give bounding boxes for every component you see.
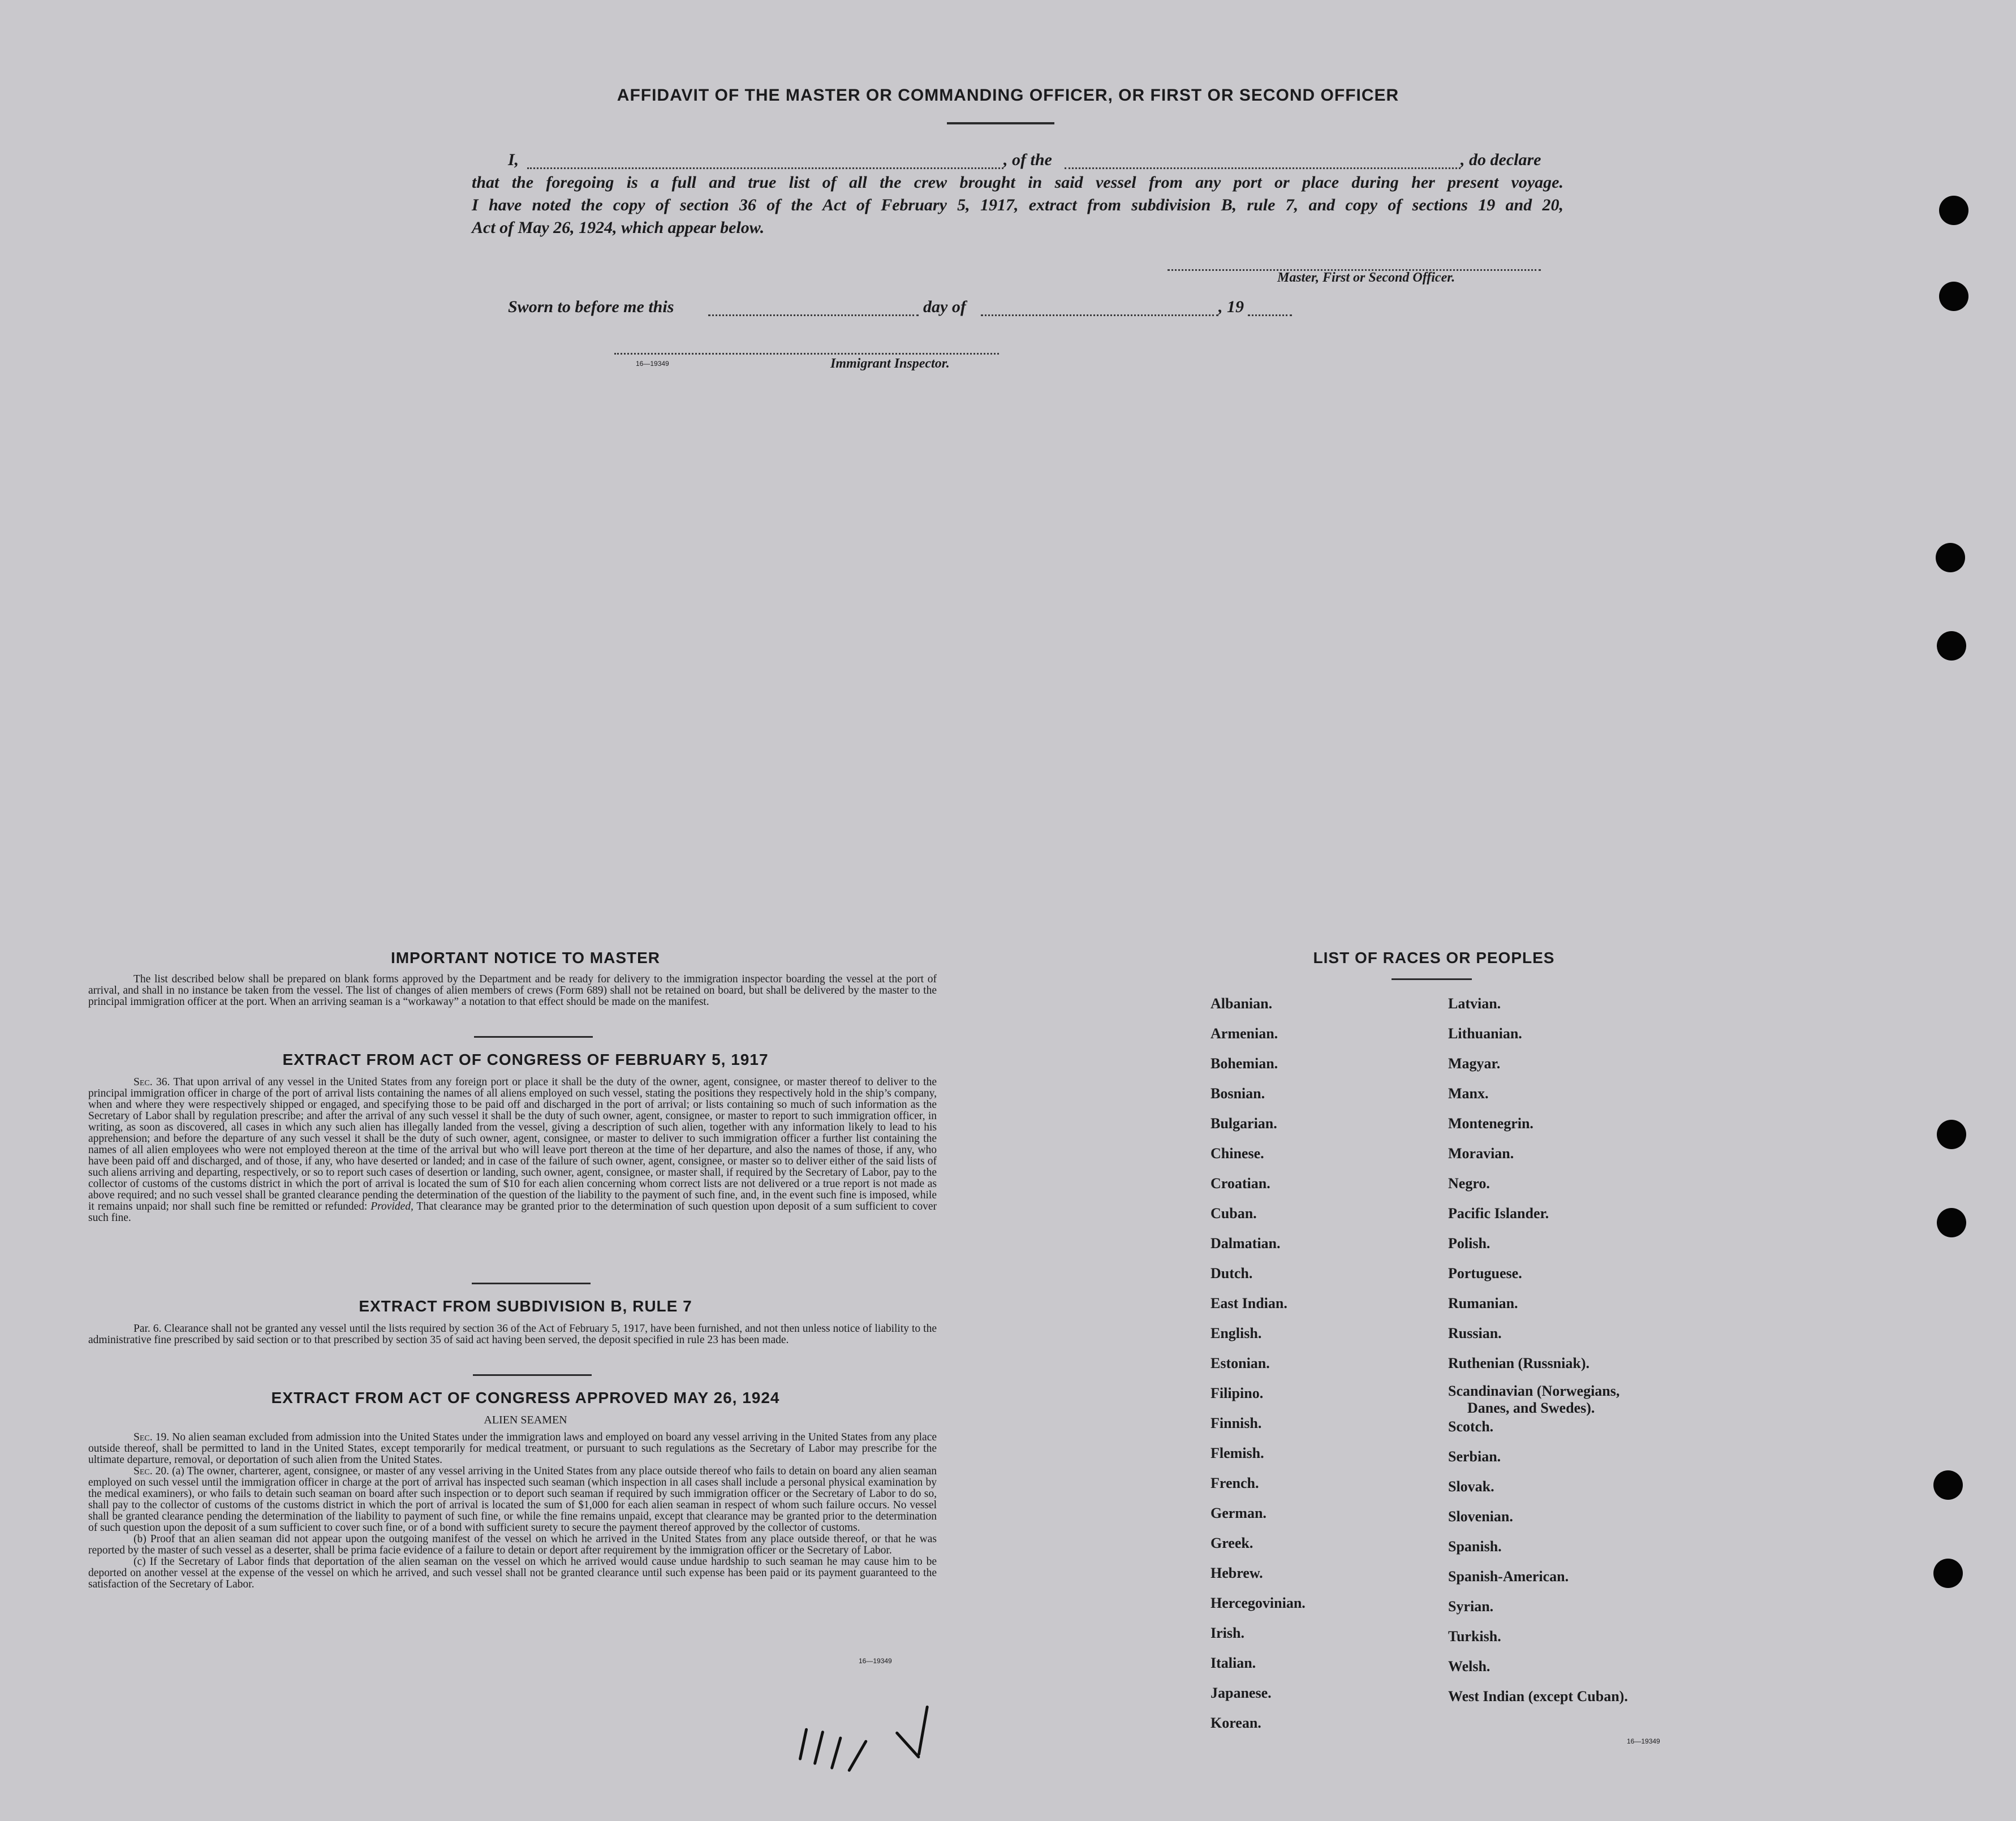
race-item: Pacific Islander. — [1448, 1205, 1549, 1222]
section-label: Sec. 20. — [133, 1465, 170, 1477]
section-36-text-end: That clearance may be granted prior to the determination of such question upon deposit of a sum sufficient to cover such fine. — [88, 1201, 937, 1224]
race-item: Finnish. — [1211, 1415, 1262, 1431]
binder-hole — [1933, 1470, 1963, 1500]
race-item: Estonian. — [1211, 1355, 1270, 1371]
divider — [473, 1374, 592, 1376]
race-item: Montenegrin. — [1448, 1115, 1533, 1132]
race-item: Croatian. — [1211, 1175, 1270, 1192]
sworn-month-field[interactable] — [981, 314, 1218, 316]
race-item: Negro. — [1448, 1175, 1490, 1192]
binder-hole — [1937, 1208, 1966, 1237]
extract-1924-body — [88, 1432, 937, 1590]
race-item: Serbian. — [1448, 1448, 1501, 1465]
extract-1917-title: EXTRACT FROM ACT OF CONGRESS OF FEBRUARY 5, 1917 — [282, 1051, 769, 1068]
race-item: Ruthenian (Russniak). — [1448, 1355, 1589, 1371]
binder-hole — [1937, 631, 1966, 661]
race-item: Scandinavian (Norwegians, — [1448, 1383, 1620, 1399]
inspector-signature-field[interactable] — [614, 353, 999, 355]
notice-title: IMPORTANT NOTICE TO MASTER — [390, 949, 661, 966]
race-item: Cuban. — [1211, 1205, 1257, 1222]
do-declare-label: , do declare — [1461, 150, 1541, 169]
form-number: 16—19349 — [859, 1657, 892, 1665]
master-signature-label: Master, First or Second Officer. — [1277, 270, 1455, 285]
race-item: Bohemian. — [1211, 1055, 1278, 1072]
section-20a-text: (a) The owner, charterer, agent, consignee, or master of any vessel arriving in the United States from any place outside thereof who fails to detain on board any alien seaman employed on such vessel until the immigration officer in charge at the port of arrival has inspected such seaman (which inspection in all cases shall include a personal physical examination by the medical examiners), or who fails to detain such seaman on board after such inspection or to deport such seaman if required by such immigration officer or the Secretary of Labor to do so, shall pay to the collector of customs of the customs district in which the port of arrival is located the sum of $1,000 for each alien seaman in respect of whom such failure occurs. No vessel shall be granted clearance pending the determination of the liability to payment of such fine, or while the fine remains unpaid, except that clearance may be granted prior to the determination of such question upon the deposit of a sum sufficient to cover such fine, or of a bond with sufficient surety to secure the payment thereof approved by the collector of customs. — [88, 1465, 937, 1534]
race-item: Latvian. — [1448, 995, 1501, 1012]
year-label: , 19 — [1218, 297, 1244, 316]
divider — [1392, 978, 1472, 980]
binder-hole — [1936, 543, 1965, 572]
day-of-label: day of — [923, 297, 966, 316]
race-item: Danes, and Swedes). — [1467, 1400, 1595, 1416]
race-item: Turkish. — [1448, 1628, 1501, 1645]
affiant-name-field[interactable] — [527, 167, 1003, 169]
race-item: Irish. — [1211, 1625, 1244, 1641]
race-item: Spanish-American. — [1448, 1568, 1569, 1585]
extract-rule7-title: EXTRACT FROM SUBDIVISION B, RULE 7 — [359, 1297, 692, 1315]
race-item: Scotch. — [1448, 1418, 1494, 1435]
race-item: Flemish. — [1211, 1445, 1264, 1461]
race-item: Syrian. — [1448, 1598, 1494, 1615]
section-20c-text: (c) If the Secretary of Labor finds that deportation of the alien seaman on the vessel on which he arrived would cause undue hardship to such seaman he may cause him to be deported on another vessel at the expense of the vessel on which he arrived, and such vessel shall not be granted clearance until such expense has been paid or its payment guaranteed to the satisfaction of the Secretary of Labor. — [88, 1556, 937, 1590]
race-item: Korean. — [1211, 1715, 1261, 1731]
provided-text: Provided, — [371, 1201, 413, 1212]
binder-hole — [1939, 196, 1968, 225]
race-item: Hercegovinian. — [1211, 1595, 1306, 1611]
races-title: LIST OF RACES OR PEOPLES — [1313, 949, 1555, 966]
of-the-label: , of the — [1003, 150, 1052, 169]
race-item: East Indian. — [1211, 1295, 1287, 1311]
sworn-day-field[interactable] — [708, 314, 919, 316]
section-label: Sec. 36. — [133, 1076, 170, 1088]
race-item: Albanian. — [1211, 995, 1273, 1012]
race-item: Hebrew. — [1211, 1565, 1263, 1581]
race-item: Manx. — [1448, 1085, 1489, 1102]
binder-hole — [1937, 1120, 1966, 1149]
binder-hole — [1939, 282, 1968, 311]
extract-1924-title: EXTRACT FROM ACT OF CONGRESS APPROVED MAY 26, 1924 — [271, 1389, 780, 1406]
extract-rule7-body: Par. 6. Clearance shall not be granted any vessel until the lists required by section 36 of the Act of February 5, 1917, have been furnished, and not then unless notice of liability to the administrative fine prescribed by said section or to that prescribed by section 35 of said act having been served, the deposit specified in rule 23 has been made. — [88, 1323, 937, 1346]
notice-body: The list described below shall be prepared on blank forms approved by the Department and be ready for delivery to the immigration inspector boarding the vessel at the port of arrival, and shall in no instance be taken from the vessel. The list of changes of alien members of crews (Form 689) shall not be retained on board, but shall be delivered by the master to the principal immigration officer at the port. When an arriving seaman is a “workaway” a notation to that effect should be made on the manifest. — [88, 973, 937, 1008]
race-item: Dutch. — [1211, 1265, 1253, 1281]
divider — [474, 1036, 593, 1038]
divider — [472, 1283, 591, 1284]
race-item: English. — [1211, 1325, 1262, 1341]
race-item: Slovak. — [1448, 1478, 1494, 1495]
race-item: Filipino. — [1211, 1385, 1264, 1401]
race-item: Lithuanian. — [1448, 1025, 1522, 1042]
race-item: Chinese. — [1211, 1145, 1264, 1162]
race-item: West Indian (except Cuban). — [1448, 1688, 1628, 1705]
race-item: Dalmatian. — [1211, 1235, 1281, 1252]
race-item: Armenian. — [1211, 1025, 1278, 1042]
section-20b-text: (b) Proof that an alien seaman did not appear upon the outgoing manifest of the vessel on which he arrived in the United States from any place outside thereof, or that he was reported by the master of such vessel as a deserter, shall be prima facie evidence of a failure to detain or deport after requirement by the immigration officer or the Secretary of Labor. — [88, 1533, 937, 1556]
affiant-label: I, — [508, 150, 519, 169]
race-item: Magyar. — [1448, 1055, 1501, 1072]
race-item: Portuguese. — [1448, 1265, 1522, 1281]
race-item: Bosnian. — [1211, 1085, 1265, 1102]
race-item: Greek. — [1211, 1535, 1253, 1551]
affidavit-title: AFFIDAVIT OF THE MASTER OR COMMANDING OFFICER, OR FIRST OR SECOND OFFICER — [617, 86, 1399, 105]
affidavit-line-2: that the foregoing is a full and true list of all the crew brought in said vessel from any port or place during her present voyage. — [472, 173, 1563, 192]
sworn-label: Sworn to before me this — [508, 297, 674, 316]
race-item: Rumanian. — [1448, 1295, 1518, 1311]
extract-1917-body — [88, 1077, 937, 1224]
binder-hole — [1933, 1559, 1963, 1588]
race-item: German. — [1211, 1505, 1267, 1521]
form-number: 16—19349 — [636, 360, 669, 368]
vessel-name-field[interactable] — [1065, 167, 1461, 169]
form-number: 16—19349 — [1627, 1737, 1660, 1745]
race-item: Italian. — [1211, 1655, 1256, 1671]
affidavit-line-4: Act of May 26, 1924, which appear below. — [472, 218, 765, 237]
section-36-text: That upon arrival of any vessel in the United States from any foreign port or place it shall be the duty of the owner, agent, consignee, or master thereof to deliver to the principal immigration officer in charge of the port of arrival lists containing the names of all aliens employed on such vessel, stating the positions they respectively hold in the ship’s company, when and where they were respectively shipped or engaged, and specifying those to be paid off and discharged in the port of arrival; or lists containing so much of such information as the Secretary of Labor shall by regulation prescribe; and after the arrival of any such vessel it shall be the duty of such owner, agent, consignee, or master to report to such immigration officer, in writing, as soon as discovered, all cases in which any such alien has illegally landed from the vessel, giving a description of such alien, together with any information likely to lead to his apprehension; and before the departure of any such vessel it shall be the duty of such owner, agent, consignee, or master to deliver to such immigration officer a further list containing the names of all alien employees who were not employed thereon at the time of the arrival but who will leave port thereon at the time of her departure, and also the names of those, if any, who have been paid off and discharged, and of those, if any, who have deserted or landed; and in case of the failure of such owner, agent, consignee, or master so to deliver either of the said lists of such aliens arriving and departing, respectively, or so to report such cases of desertion or landing, such owner, agent, consignee, or master shall, if required by the Secretary of Labor, pay to the collector of customs of the customs district in which the port of arrival is located the sum of $10 for each alien concerning whom correct lists are not delivered or a true report is not made as above required; and no such vessel shall be granted clearance pending the determination of the question of the liability to the payment of such fine, and, in the event such fine is imposed, while it remains unpaid; nor shall such fine be remitted or refunded: — [88, 1076, 937, 1212]
race-item: Polish. — [1448, 1235, 1491, 1252]
section-19-text: No alien seaman excluded from admission into the United States under the immigration laws and employed on board any vessel arriving in the United States from any place outside thereof, shall be permitted to land in the United States, except temporarily for medical treatment, or pursuant to such regulations as the Secretary of Labor may prescribe for the ultimate departure, removal, or deportation of such alien from the United States. — [88, 1431, 937, 1466]
race-item: Russian. — [1448, 1325, 1502, 1341]
sworn-year-field[interactable] — [1248, 314, 1292, 316]
divider — [947, 122, 1054, 124]
section-label: Sec. 19. — [133, 1431, 170, 1443]
race-item: Welsh. — [1448, 1658, 1491, 1675]
inspector-label: Immigrant Inspector. — [830, 356, 950, 371]
race-item: Slovenian. — [1448, 1508, 1513, 1525]
affidavit-line-3: I have noted the copy of section 36 of the Act of February 5, 1917, extract from subdivision B, rule 7, and copy of sections 19 and 20, — [472, 196, 1563, 214]
race-item: Moravian. — [1448, 1145, 1514, 1162]
race-item: Japanese. — [1211, 1685, 1272, 1701]
race-item: Spanish. — [1448, 1538, 1502, 1555]
extract-1924-subtitle: ALIEN SEAMEN — [484, 1414, 567, 1426]
race-item: Bulgarian. — [1211, 1115, 1277, 1132]
race-item: French. — [1211, 1475, 1259, 1491]
